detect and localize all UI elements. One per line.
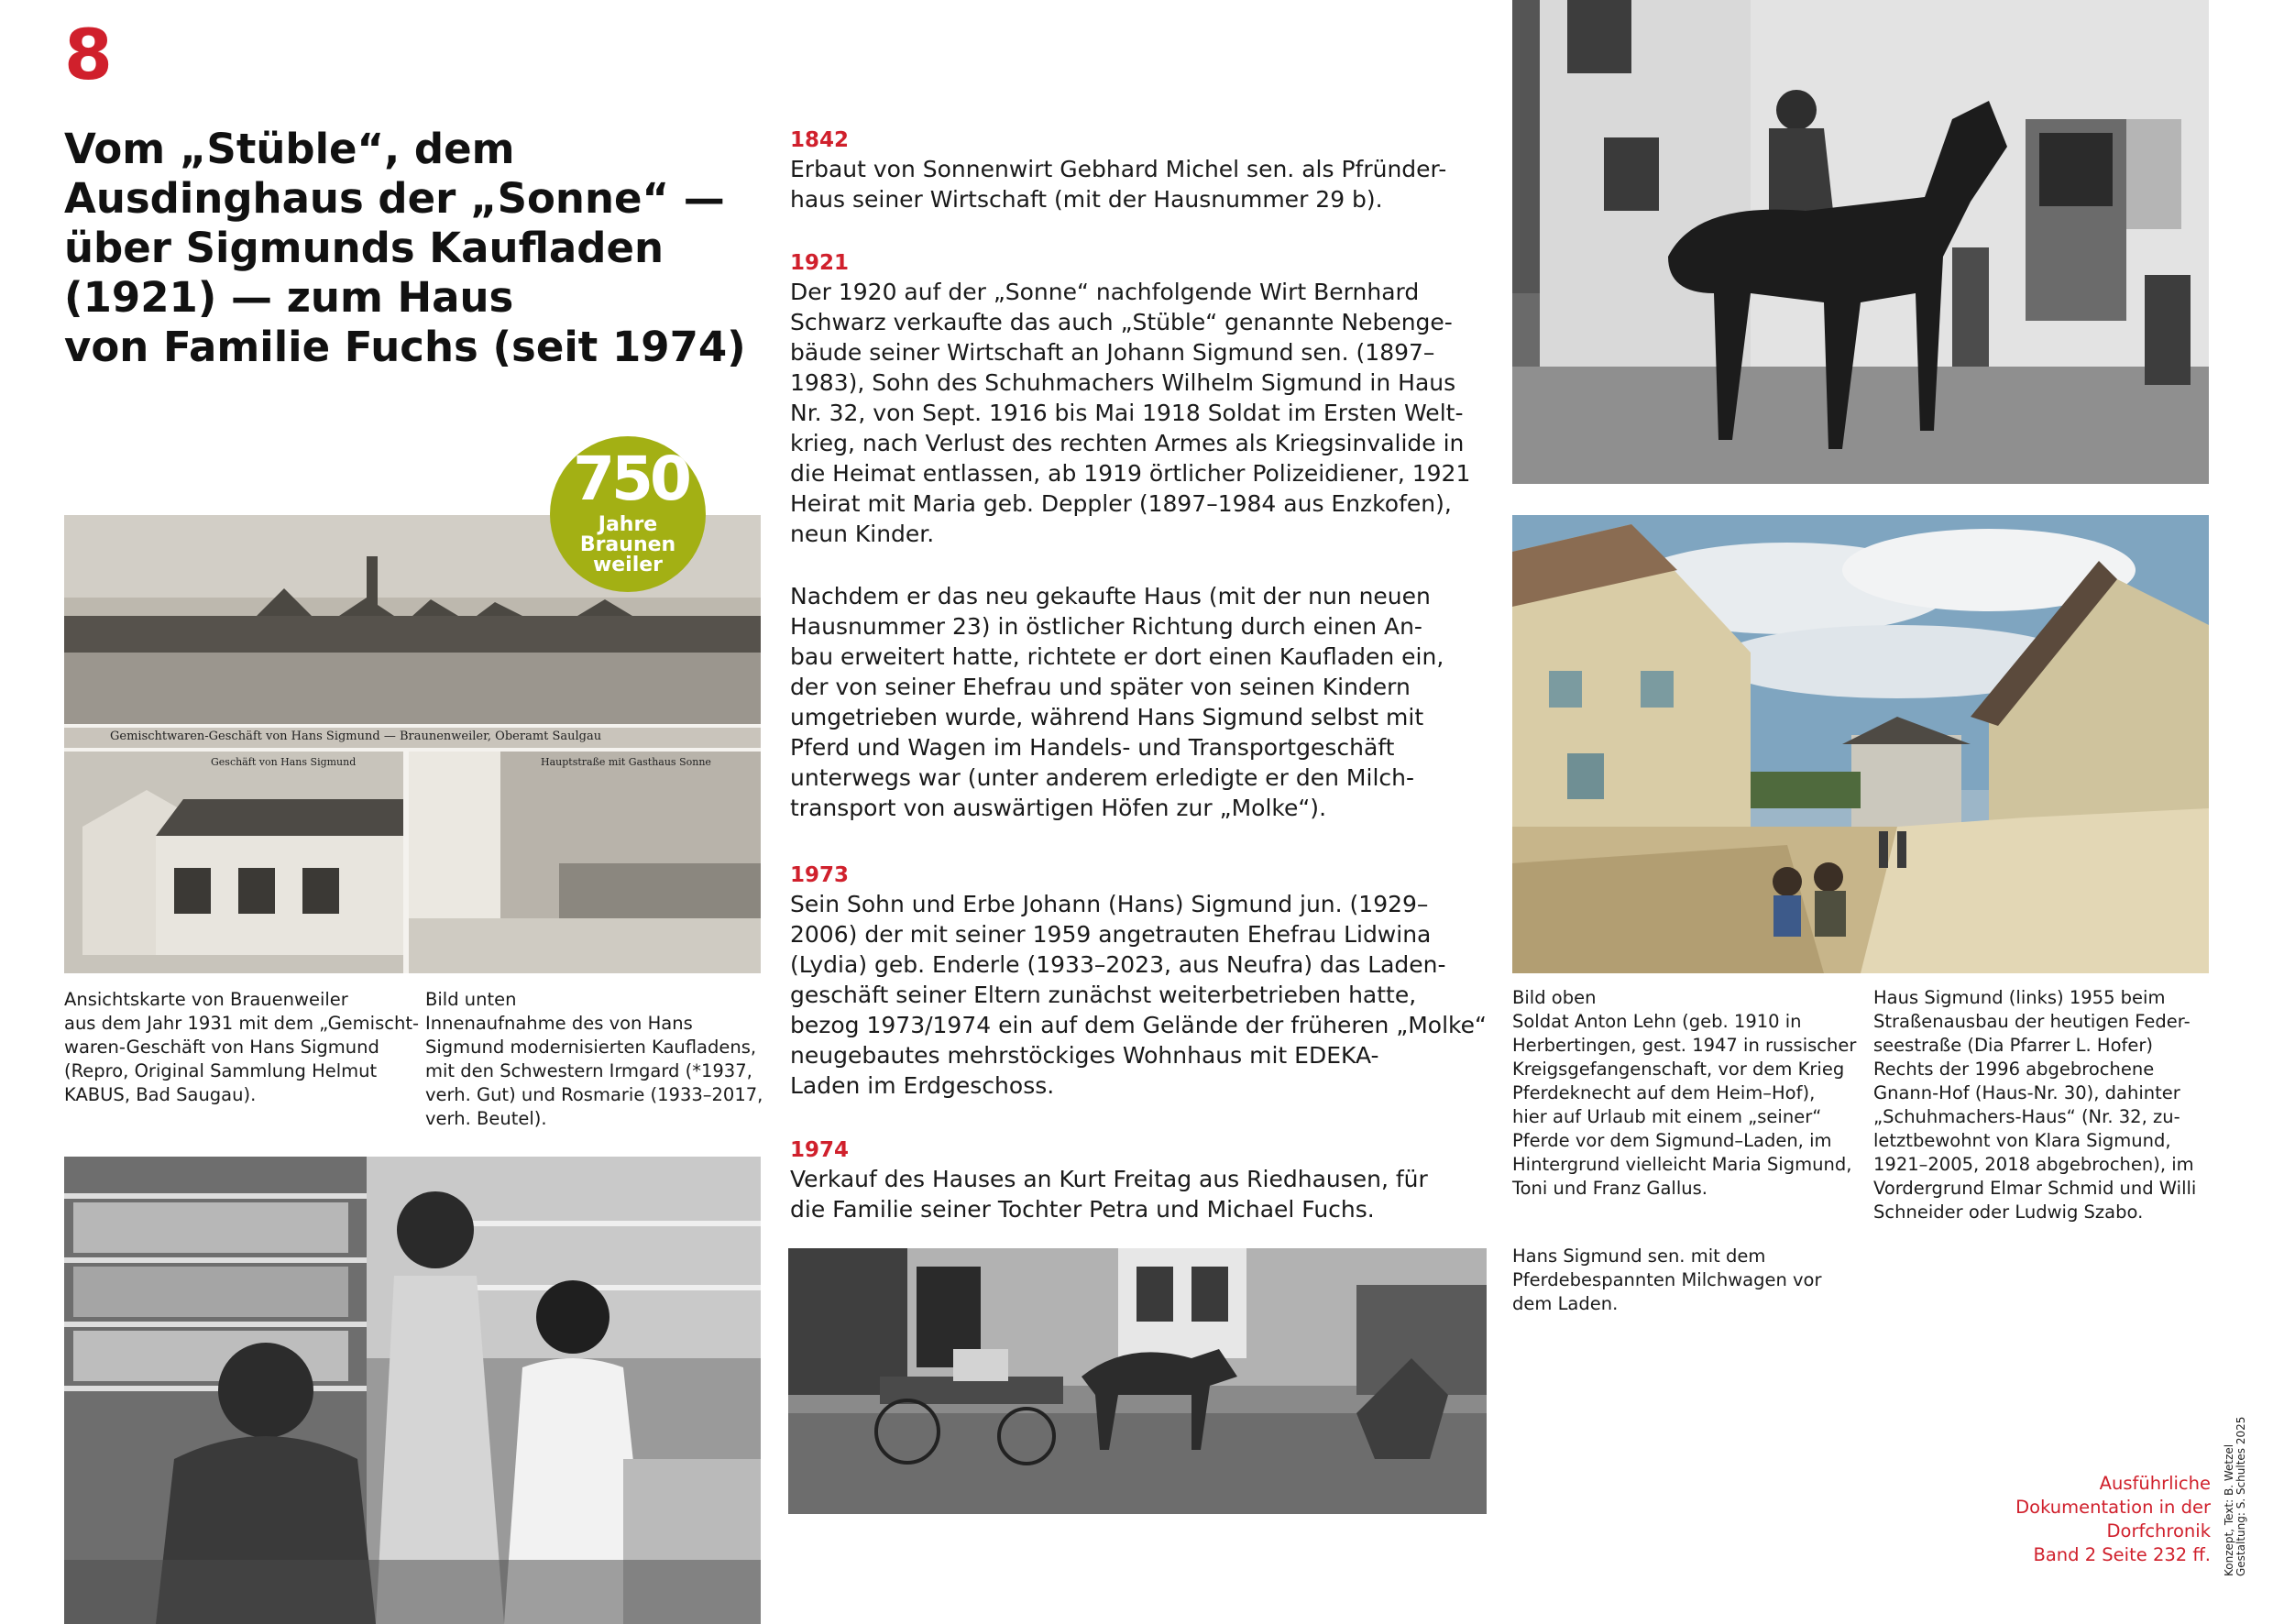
text-line: Verkauf des Hauses an Kurt Freitag aus Riedhausen, für (790, 1166, 1428, 1192)
text-line: der von seiner Ehefrau und später von seinen Kindern (790, 674, 1411, 700)
caption-line: Bild oben (1512, 987, 1597, 1008)
title-line: über Sigmunds Kaufladen (64, 224, 664, 272)
text-line: Laden im Erdgeschoss. (790, 1072, 1055, 1099)
text-line: Der 1920 auf der „Sonne“ nachfolgende Wirt Bernhard (790, 279, 1420, 305)
caption-line: Soldat Anton Lehn (geb. 1910 in (1512, 1011, 1802, 1032)
logo-number: 750 (573, 444, 688, 514)
postcard-header: Gemischtwaren-Geschäft von Hans Sigmund — Braunenweiler, Oberamt Saulgau (110, 730, 602, 743)
caption-street (1873, 986, 2222, 1224)
caption-line: Hintergrund vielleicht Maria Sigmund, (1512, 1154, 1852, 1175)
timeline-text-1974 (790, 1164, 1487, 1224)
caption-line: Pferdebespannten Milchwagen vor (1512, 1269, 1822, 1290)
caption-line: dem Laden. (1512, 1293, 1619, 1314)
caption-line: Ansichtskarte von Brauenweiler (64, 989, 348, 1010)
caption-line: Rechts der 1996 abgebrochene (1873, 1059, 2155, 1080)
caption-line: 1921–2005, 2018 abgebrochen), im (1873, 1154, 2194, 1175)
anniversary-logo (550, 436, 706, 592)
text-line: Nr. 32, von Sept. 1916 bis Mai 1918 Soldat im Ersten Welt- (790, 400, 1464, 426)
text-line: Nachdem er das neu gekaufte Haus (mit der nun neuen (790, 583, 1431, 609)
text-line: Schwarz verkaufte das auch „Stüble“ genannte Nebenge- (790, 309, 1453, 335)
caption-milkcart (1512, 1245, 1861, 1316)
logo-line-3: weiler (592, 554, 664, 576)
caption-line: waren-Geschäft von Hans Sigmund (64, 1037, 379, 1058)
more-info-note (1971, 1472, 2211, 1567)
more-info-line: Dokumentation in der (2015, 1497, 2211, 1518)
caption-line: Toni und Franz Gallus. (1512, 1178, 1707, 1199)
timeline-year-1973: 1973 (790, 863, 850, 887)
caption-line: aus dem Jahr 1931 mit dem „Gemischt- (64, 1013, 420, 1034)
text-line: bau erweitert hatte, richtete er dort einen Kaufladen ein, (790, 643, 1444, 670)
logo-line-1: Jahre (598, 513, 658, 536)
caption-line: Kreigsgefangenschaft, vor dem Krieg (1512, 1059, 1845, 1080)
caption-line: Sigmund modernisierten Kaufladens, (425, 1037, 757, 1058)
text-line: die Familie seiner Tochter Petra und Michael Fuchs. (790, 1196, 1375, 1223)
caption-line: KABUS, Bad Saugau). (64, 1084, 257, 1105)
text-line: (Lydia) geb. Enderle (1933–2023, aus Neufra) das Laden- (790, 951, 1446, 978)
caption-line: Vordergrund Elmar Schmid und Willi (1873, 1178, 2197, 1199)
text-line: geschäft seiner Eltern zunächst weiterbetrieben hatte, (790, 982, 1417, 1008)
credit-line: Gestaltung: S. Schultes 2025 (2235, 1416, 2247, 1576)
text-line: Pferd und Wagen im Handels- und Transportgeschäft (790, 734, 1395, 761)
caption-line: Pferdeknecht auf dem Heim–Hof), (1512, 1082, 1816, 1103)
credit-line: Konzept, Text: B. Wetzel (2223, 1443, 2235, 1576)
timeline-year-1842: 1842 (790, 128, 850, 152)
title-line: (1921) — zum Haus (64, 273, 514, 322)
timeline-text-1842 (790, 154, 1487, 214)
text-line: bäude seiner Wirtschaft an Johann Sigmund sen. (1897– (790, 339, 1435, 366)
shop-interior-photo (64, 1157, 761, 1624)
milk-cart-photo (788, 1248, 1487, 1514)
caption-line: mit den Schwestern Irmgard (*1937, (425, 1060, 752, 1081)
text-line: neugebautes mehrstöckiges Wohnhaus mit EDEKA- (790, 1042, 1379, 1069)
caption-line: Innenaufnahme des von Hans (425, 1013, 693, 1034)
caption-line: letztbewohnt von Klara Sigmund, (1873, 1130, 2171, 1151)
text-line: haus seiner Wirtschaft (mit der Hausnummer 29 b). (790, 186, 1383, 213)
soldier-horse-photo (1512, 0, 2209, 484)
text-line: transport von auswärtigen Höfen zur „Molke“). (790, 795, 1327, 821)
text-line: 2006) der mit seiner 1959 angetrauten Ehefrau Lidwina (790, 921, 1432, 948)
more-info-line: Dorfchronik (2106, 1520, 2211, 1542)
text-line: Hausnummer 23) in östlicher Richtung durch einen An- (790, 613, 1422, 640)
text-line: 1983), Sohn des Schuhmachers Wilhelm Sigmund in Haus (790, 369, 1456, 396)
timeline-text-1921-cont (790, 581, 1487, 823)
text-line: neun Kinder. (790, 521, 935, 547)
caption-line: verh. Beutel). (425, 1108, 547, 1129)
street-1955-photo (1512, 515, 2209, 973)
timeline-year-1921: 1921 (790, 251, 850, 275)
caption-line: hier auf Urlaub mit einem „seiner“ (1512, 1106, 1822, 1127)
text-line: unterwegs war (unter anderem erledigte er den Milch- (790, 764, 1415, 791)
title-line: Vom „Stüble“, dem (64, 125, 515, 173)
caption-line: Gnann-Hof (Haus-Nr. 30), dahinter (1873, 1082, 2180, 1103)
caption-line: Haus Sigmund (links) 1955 beim (1873, 987, 2166, 1008)
caption-line: seestraße (Dia Pfarrer L. Hofer) (1873, 1035, 2153, 1056)
caption-line: Schneider oder Ludwig Szabo. (1873, 1202, 2144, 1223)
text-line: krieg, nach Verlust des rechten Armes als Kriegsinvalide in (790, 430, 1465, 456)
logo-line-2: Braunen (579, 533, 676, 556)
title-line: von Familie Fuchs (seit 1974) (64, 323, 746, 371)
text-line: Erbaut von Sonnenwirt Gebhard Michel sen. als Pfründer- (790, 156, 1447, 182)
postcard-right-label: Hauptstraße mit Gasthaus Sonne (541, 756, 711, 768)
page-title (64, 125, 779, 372)
timeline-text-1921 (790, 277, 1487, 549)
text-line: umgetrieben wurde, während Hans Sigmund selbst mit (790, 704, 1424, 730)
text-line: Sein Sohn und Erbe Johann (Hans) Sigmund jun. (1929– (790, 891, 1429, 917)
caption-line: Hans Sigmund sen. mit dem (1512, 1245, 1766, 1267)
postcard-left-label: Geschäft von Hans Sigmund (211, 756, 357, 768)
credit-vertical (2224, 1402, 2246, 1576)
text-line: die Heimat entlassen, ab 1919 örtlicher Polizeidiener, 1921 (790, 460, 1471, 487)
timeline-year-1974: 1974 (790, 1138, 850, 1162)
more-info-line: Ausführliche (2099, 1473, 2211, 1494)
panel-number: 8 (64, 14, 113, 95)
caption-postcard (64, 988, 420, 1107)
caption-shop-interior (425, 988, 774, 1131)
caption-soldier (1512, 986, 1861, 1201)
caption-line: Herbertingen, gest. 1947 in russischer (1512, 1035, 1857, 1056)
timeline-text-1973 (790, 889, 1487, 1101)
caption-line: Bild unten (425, 989, 517, 1010)
caption-line: Pferde vor dem Sigmund–Laden, im (1512, 1130, 1832, 1151)
caption-line: (Repro, Original Sammlung Helmut (64, 1060, 378, 1081)
caption-line: „Schuhmachers-Haus“ (Nr. 32, zu- (1873, 1106, 2180, 1127)
title-line: Ausdinghaus der „Sonne“ — (64, 174, 725, 223)
caption-line: verh. Gut) und Rosmarie (1933–2017, (425, 1084, 763, 1105)
text-line: bezog 1973/1974 ein auf dem Gelände der früheren „Molke“ (790, 1012, 1487, 1038)
caption-line: Straßenausbau der heutigen Feder- (1873, 1011, 2191, 1032)
text-line: Heirat mit Maria geb. Deppler (1897–1984 aus Enzkofen), (790, 490, 1452, 517)
more-info-line: Band 2 Seite 232 ff. (2033, 1544, 2211, 1565)
